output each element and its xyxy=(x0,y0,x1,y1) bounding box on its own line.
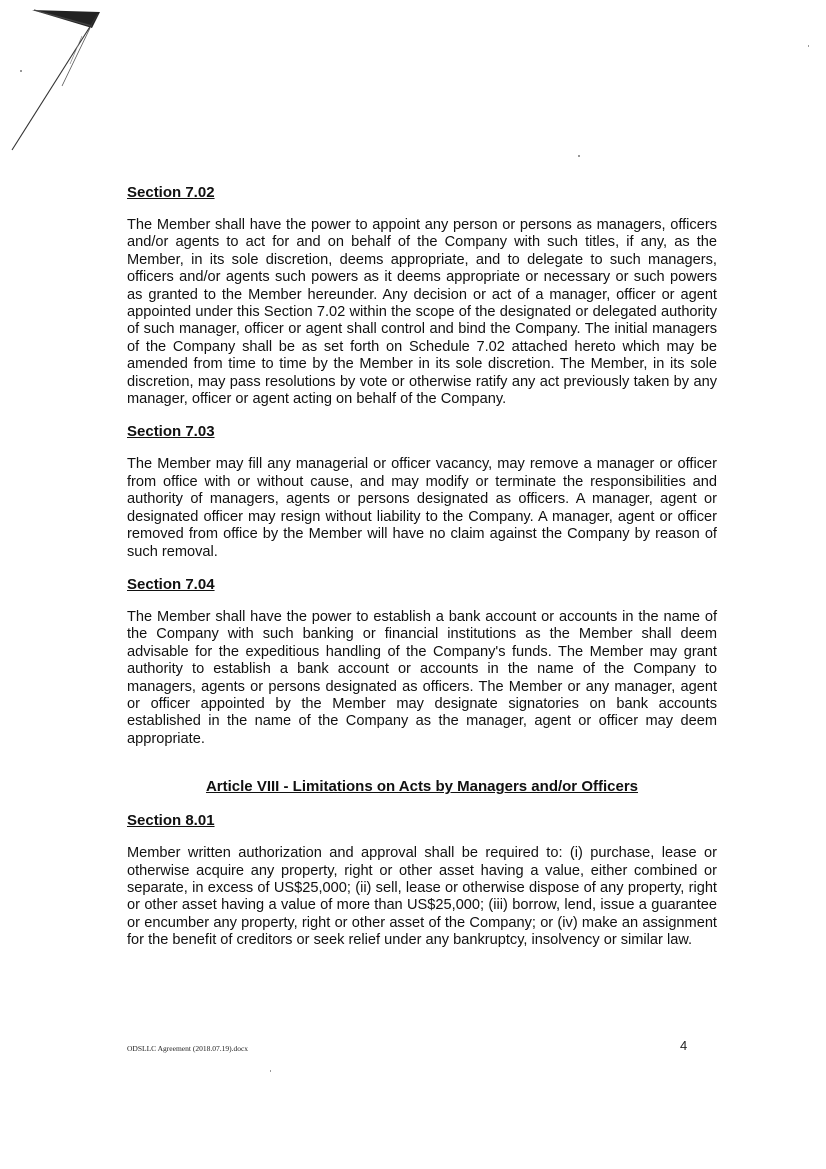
document-body xyxy=(127,183,717,950)
section-heading-7-04: Section 7.04 xyxy=(127,575,215,593)
section-heading-7-03: Section 7.03 xyxy=(127,423,215,441)
article-heading: Article VIII - Limitations on Acts by Managers and/or Officers xyxy=(205,778,639,796)
section-text-7-03: The Member may fill any managerial or officer vacancy, may remove a manager or officer from office with or without cause, and may modify or terminate the responsibilities and authority of managers, agents or persons designated as officers. A manager, agent or designated officer may resign without liability to the Company. A manager, agent or officer removed from office by the Member will have no claim against the Company by reason of such removal. xyxy=(127,456,717,560)
scan-speck xyxy=(20,70,22,72)
scan-artifact-mark xyxy=(0,0,110,160)
scan-speck xyxy=(270,1070,271,1072)
section-text-8-01: Member written authorization and approval shall be required to: (i) purchase, lease or otherwise acquire any property, right or other asset having a value, either combined or separate, in excess of US$25,000; (ii) sell, lease or otherwise dispose of any property, right or other asset having a value of more than US$25,000; (iii) borrow, lend, issue a guarantee or encumber any property, right or other asset of the Company; or (iv) make an assignment for the benefit of creditors or seek relief under any bankruptcy, insolvency or similar law. xyxy=(127,845,717,949)
scan-speck xyxy=(808,45,809,47)
section-heading-8-01: Section 8.01 xyxy=(127,812,215,830)
page-number: 4 xyxy=(680,1038,688,1053)
section-heading-7-02: Section 7.02 xyxy=(127,184,215,201)
footer-filename: ODSLLC Agreement (2018.07.19).docx xyxy=(127,1044,249,1053)
section-text-7-02: The Member shall have the power to appoint any person or persons as managers, officers and/or agents to act for and on behalf of the Company with such titles, if any, as the Member, in its sole discretion, deems appropriate, and to delegate to such managers, officers and/or agents such powers as it deems appropriate or necessary or such powers as granted to the Member hereunder. Any decision or act of a manager, officer or agent appointed under this Section 7.02 within the scope of the designated or delegated authority of such manager, officer or agent shall control and bind the Company. The initial managers of the Company shall be as set forth on Schedule 7.02 attached hereto which may be amended from time to time by the Member in its sole discretion. The Member, in its sole discretion, may pass resolutions by vote or otherwise ratify any act previously taken by any manager, officer or agent acting on behalf of the Company. xyxy=(127,217,717,408)
scan-speck xyxy=(578,155,580,157)
section-text-7-04: The Member shall have the power to establish a bank account or accounts in the name of the Company with such banking or financial institutions as the Member shall deem advisable for the expeditious handling of the Company's funds. The Member may grant authority to establish a bank account or accounts in the name of the Company to managers, agents or persons designated as officers. The Member or any manager, agent or officer appointed by the Member may designate signatories on bank accounts established in the name of the Company as the manager, agent or officer may deem appropriate. xyxy=(127,608,717,747)
